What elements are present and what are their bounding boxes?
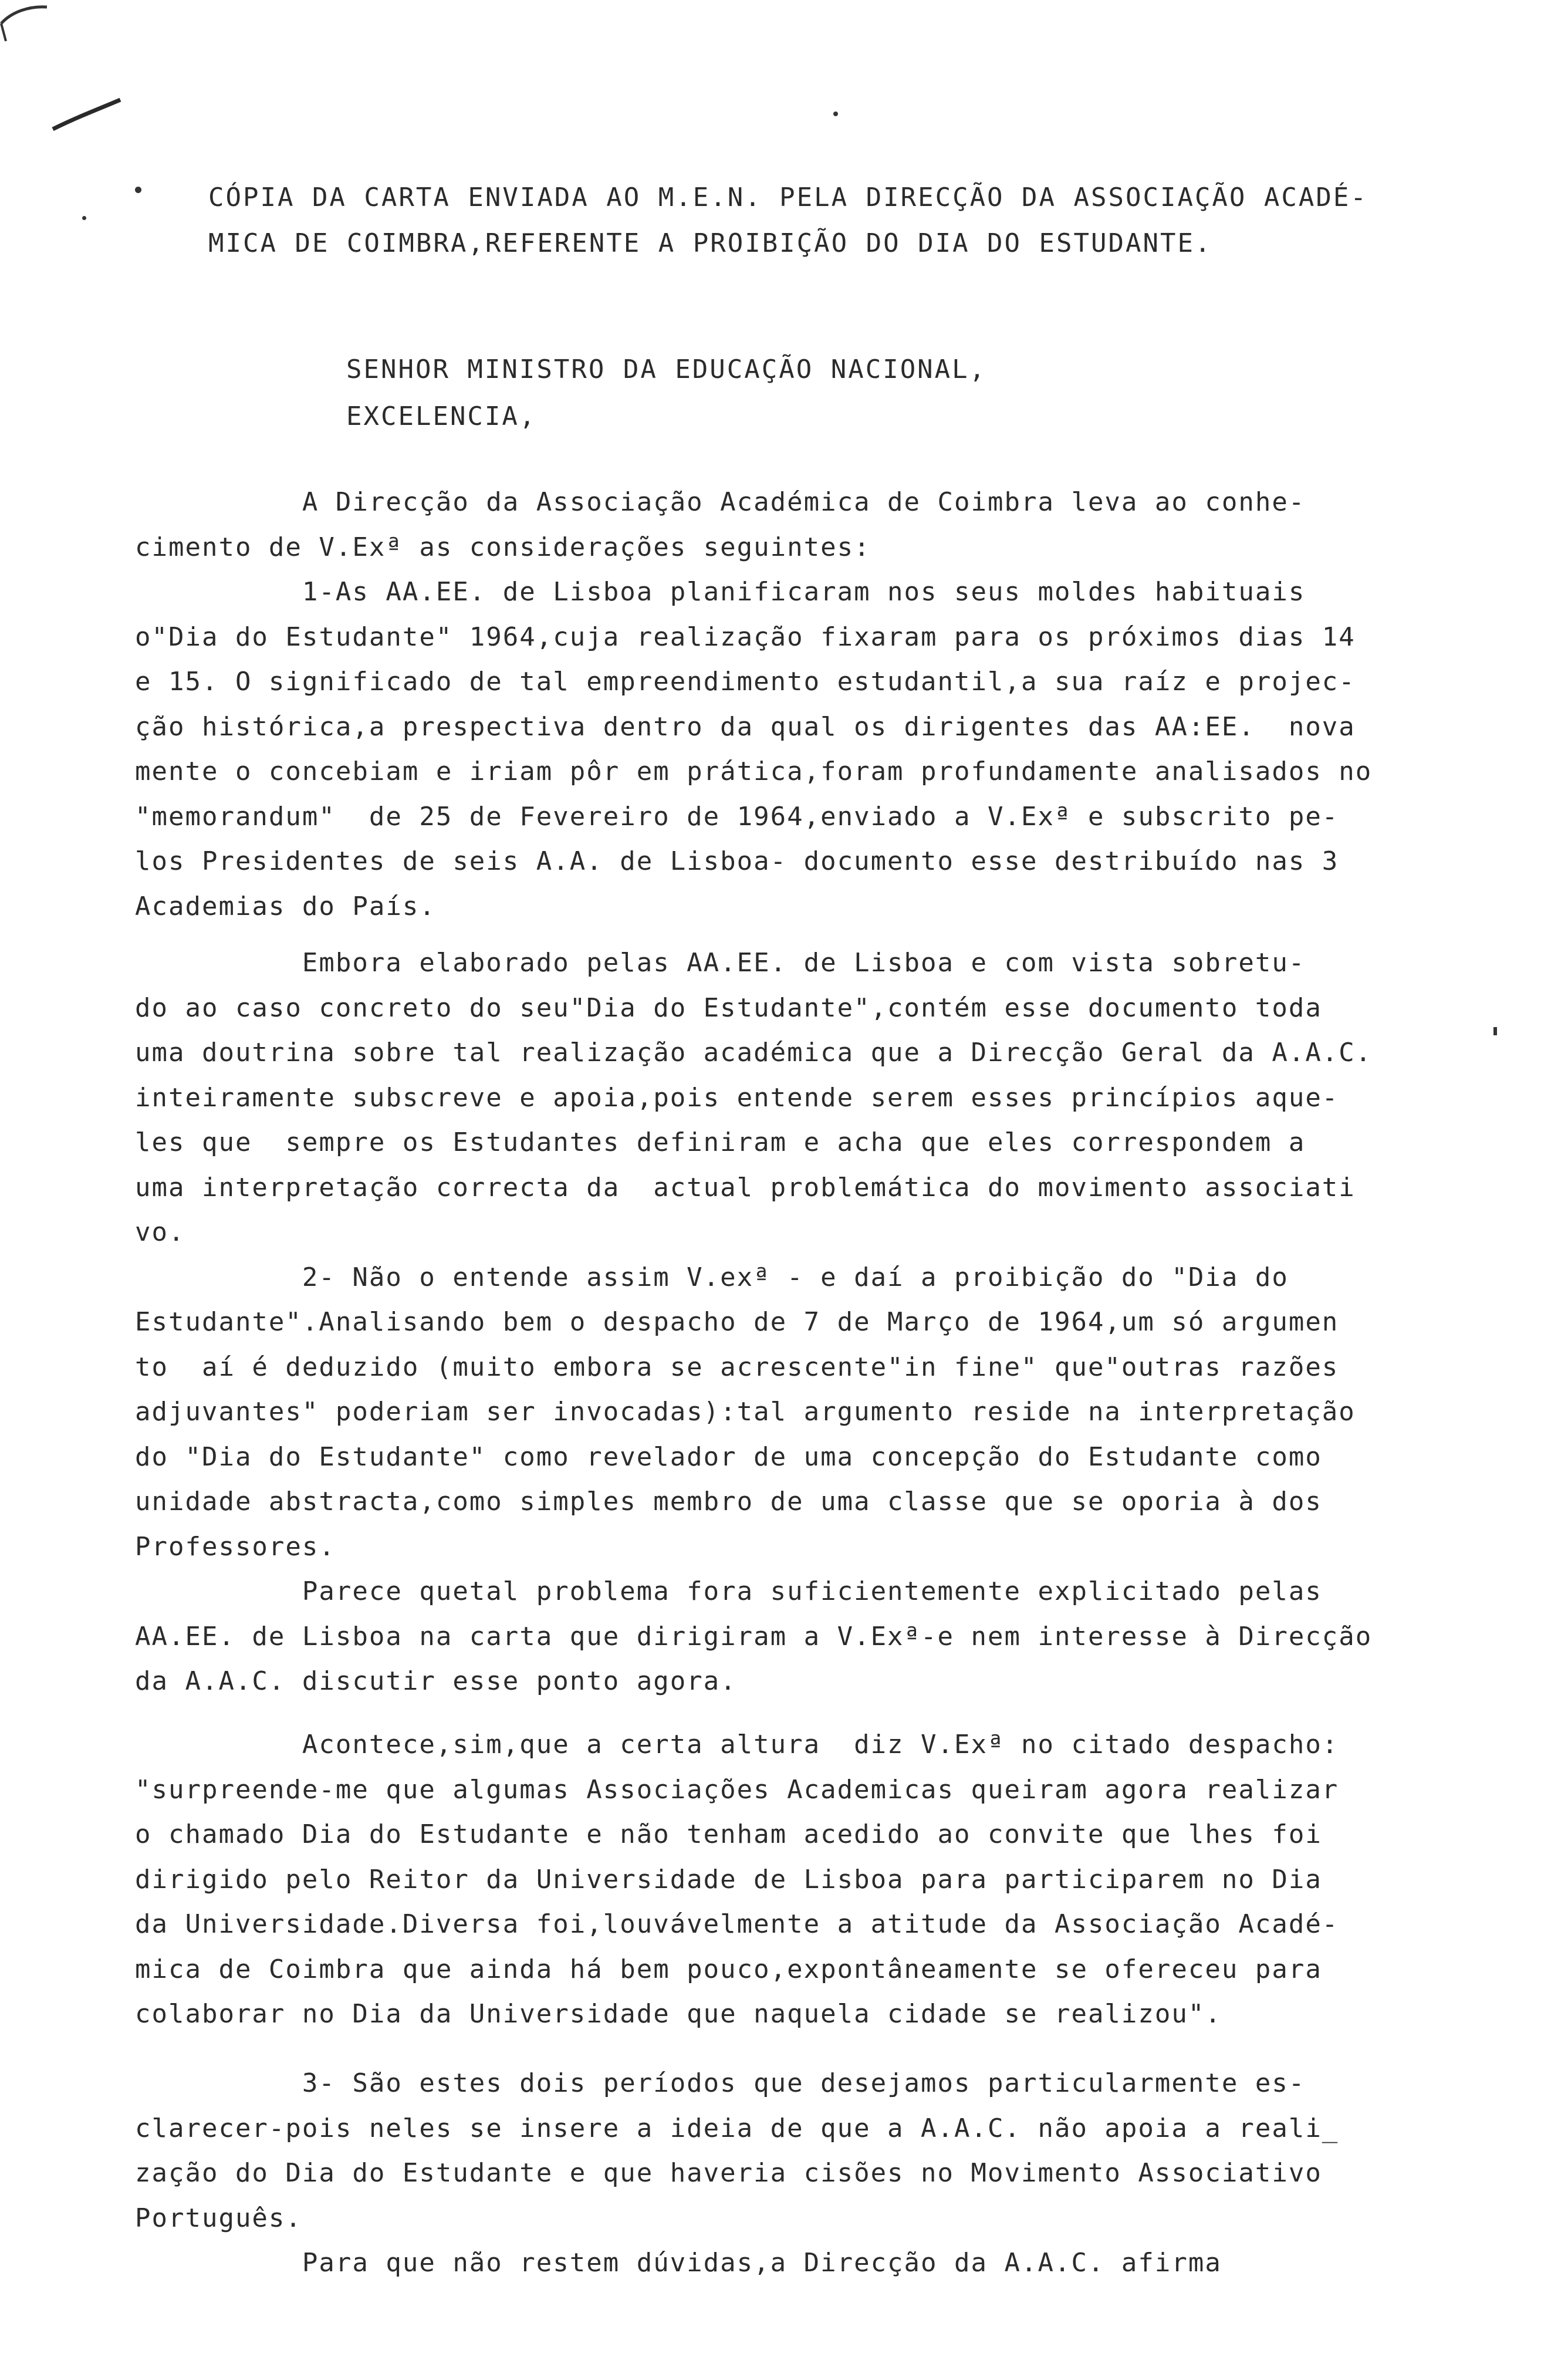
text-line: Acontece,sim,que a certa altura diz V.Exª no citado despacho: xyxy=(135,1730,1339,1760)
text-line: les que sempre os Estudantes definiram e acha que eles correspondem a xyxy=(135,1127,1306,1157)
margin-handwriting-mark xyxy=(0,0,153,153)
paragraph-block-1 xyxy=(135,480,1485,929)
text-line: unidade abstracta,como simples membro de uma classe que se oporia à dos xyxy=(135,1487,1322,1517)
text-line: adjuvantes" poderiam ser invocadas):tal argumento reside na interpretação xyxy=(135,1397,1356,1427)
text-line: 1-As AA.EE. de Lisboa planificaram nos seus moldes habituais xyxy=(135,577,1306,607)
text-line: Para que não restem dúvidas,a Direcção da A.A.C. afirma xyxy=(135,2248,1222,2278)
text-line: mente o concebiam e iriam pôr em prática,foram profundamente analisados no xyxy=(135,757,1373,786)
text-line: clarecer-pois neles se insere a ideia de que a A.A.C. não apoia a reali_ xyxy=(135,2113,1339,2143)
text-line: A Direcção da Associação Académica de Coimbra leva ao conhe- xyxy=(135,487,1306,517)
speck xyxy=(833,112,838,116)
text-line: do "Dia do Estudante" como revelador de uma concepção do Estudante como xyxy=(135,1441,1322,1472)
text-line: AA.EE. de Lisboa na carta que dirigiram a V.Exª-e nem interesse à Direcção xyxy=(135,1621,1373,1652)
text-line: da A.A.C. discutir esse ponto agora. xyxy=(135,1666,737,1696)
text-line: Academias do País. xyxy=(135,891,436,921)
text-line: cimento de V.Exª as considerações seguintes: xyxy=(135,532,871,562)
text-line: uma doutrina sobre tal realização académica que a Direcção Geral da A.A.C. xyxy=(135,1038,1373,1068)
text-line: inteiramente subscreve e apoia,pois entende serem esses princípios aque- xyxy=(135,1082,1339,1113)
speck xyxy=(82,216,86,220)
paragraph-block-3 xyxy=(135,1723,1485,2037)
speck xyxy=(1493,1027,1497,1035)
text-line: los Presidentes de seis A.A. de Lisboa- documento esse destribuído nas 3 xyxy=(135,846,1339,876)
text-line: o chamado Dia do Estudante e não tenham acedido ao convite que lhes foi xyxy=(135,1819,1322,1849)
paragraph-block-2 xyxy=(135,941,1485,1704)
salutation-line: SENHOR MINISTRO DA EDUCAÇÃO NACIONAL, xyxy=(346,354,987,384)
text-line: vo. xyxy=(135,1217,185,1247)
text-line: dirigido pelo Reitor da Universidade de Lisboa para participarem no Dia xyxy=(135,1864,1322,1895)
text-line: "surpreende-me que algumas Associações Academicas queiram agora realizar xyxy=(135,1774,1339,1805)
bullet-speck xyxy=(135,187,141,193)
heading-line: CÓPIA DA CARTA ENVIADA AO M.E.N. PELA DIRECÇÃO DA ASSOCIAÇÃO ACADÉ- xyxy=(208,183,1368,212)
heading-line: MICA DE COIMBRA,REFERENTE A PROIBIÇÃO DO DIA DO ESTUDANTE. xyxy=(208,228,1212,258)
text-line: uma interpretação correcta da actual problemática do movimento associati xyxy=(135,1172,1356,1203)
text-line: Professores. xyxy=(135,1531,336,1562)
document-heading xyxy=(208,175,1470,266)
text-line: ção histórica,a prespectiva dentro da qual os dirigentes das AA:EE. nova xyxy=(135,711,1356,742)
text-line: e 15. O significado de tal empreendimento estudantil,a sua raíz e projec- xyxy=(135,667,1356,697)
salutation xyxy=(346,346,986,440)
text-line: zação do Dia do Estudante e que haveria cisões no Movimento Associativo xyxy=(135,2158,1322,2188)
paragraph-block-4 xyxy=(135,2061,1485,2286)
text-line: 2- Não o entende assim V.exª - e daí a proibição do "Dia do xyxy=(135,1262,1289,1292)
text-line: to aí é deduzido (muito embora se acrescente"in fine" que"outras razões xyxy=(135,1352,1339,1382)
text-line: Português. xyxy=(135,2203,302,2233)
text-line: colaborar no Dia da Universidade que naquela cidade se realizou". xyxy=(135,1999,1222,2029)
text-line: Parece quetal problema fora suficientemente explicitado pelas xyxy=(135,1576,1322,1606)
text-line: 3- São estes dois períodos que desejamos particularmente es- xyxy=(135,2068,1306,2098)
text-line: Embora elaborado pelas AA.EE. de Lisboa e com vista sobretu- xyxy=(135,948,1306,978)
text-line: o"Dia do Estudante" 1964,cuja realização fixaram para os próximos dias 14 xyxy=(135,622,1356,652)
text-line: "memorandum" de 25 de Fevereiro de 1964,enviado a V.Exª e subscrito pe- xyxy=(135,801,1339,832)
salutation-line: EXCELENCIA, xyxy=(346,401,537,431)
text-line: mica de Coimbra que ainda há bem pouco,expontâneamente se ofereceu para xyxy=(135,1954,1322,1984)
text-line: do ao caso concreto do seu"Dia do Estudante",contém esse documento toda xyxy=(135,992,1322,1023)
text-line: da Universidade.Diversa foi,louvávelmente a atitude da Associação Acadé- xyxy=(135,1909,1339,1939)
text-line: Estudante".Analisando bem o despacho de 7 de Março de 1964,um só argumen xyxy=(135,1307,1339,1337)
